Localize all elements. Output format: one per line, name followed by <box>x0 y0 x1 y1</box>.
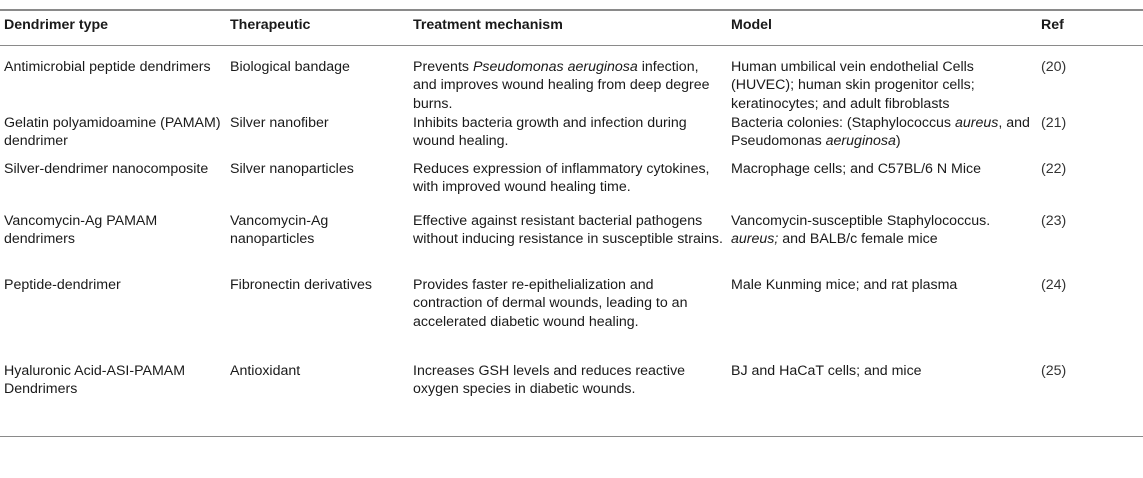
cell-therapeutic: Silver nanoparticles <box>230 160 354 177</box>
table-row <box>0 276 1143 362</box>
table-row <box>0 45 1143 114</box>
cell-therapeutic: Biological bandage <box>230 58 350 75</box>
mechanism-text: Prevents <box>413 58 473 75</box>
table-header <box>0 11 1143 46</box>
table-row <box>0 362 1143 437</box>
cell-model <box>727 212 1037 276</box>
cell-model: Male Kunming mice; and rat plasma <box>731 276 958 293</box>
cell-ref: (21) <box>1041 114 1067 131</box>
cell-type: Hyaluronic Acid-ASI-PAMAM Dendrimers <box>0 362 226 437</box>
cell-mechanism: Increases GSH levels and reduces reactive oxygen species in diabetic wounds. <box>409 362 727 437</box>
table-row <box>0 160 1143 212</box>
header-treatment-mechanism: Treatment mechanism <box>409 11 727 46</box>
model-italic-2: aeruginosa <box>825 133 896 149</box>
header-ref: Ref <box>1037 11 1143 46</box>
model-text: Vancomycin-susceptible Staphylococcus. <box>731 212 991 229</box>
model-text-end: ) <box>895 133 901 149</box>
table-body <box>0 45 1143 436</box>
cell-model <box>727 114 1037 160</box>
cell-type: Gelatin polyamidoamine (PAMAM) dendrimer <box>4 114 221 149</box>
cell-mechanism: Inhibits bacteria growth and infection during wound healing. <box>413 114 687 149</box>
cell-model: Macrophage cells; and C57BL/6 N Mice <box>731 160 981 177</box>
cell-mechanism: Provides faster re-epithelialization and contraction of dermal wounds, leading to an accelerated diabetic wound healing. <box>413 276 688 330</box>
header-dendrimer-type: Dendrimer type <box>0 11 226 46</box>
cell-ref: (23) <box>1041 212 1067 229</box>
model-italic: aureus <box>954 114 999 131</box>
cell-type: Vancomycin-Ag PAMAM dendrimers <box>4 212 158 247</box>
table-row <box>0 114 1143 160</box>
cell-mechanism: Effective against resistant bacterial pathogens without inducing resistance in susceptible strains. <box>413 212 723 247</box>
cell-ref: (24) <box>1041 276 1067 293</box>
dendrimer-table <box>0 10 1143 437</box>
model-text-mid: , and Pseudomonas <box>731 114 1030 149</box>
cell-mechanism: Reduces expression of inflammatory cytokines, with improved wound healing time. <box>413 160 710 195</box>
cell-therapeutic: Vancomycin-Ag nanoparticles <box>230 212 329 247</box>
cell-ref: (20) <box>1041 58 1067 75</box>
model-italic: aureus; <box>731 231 779 247</box>
mechanism-text-post: infection, and improves wound healing from deep degree burns. <box>413 58 710 112</box>
cell-model: BJ and HaCaT cells; and mice <box>727 362 1037 437</box>
cell-type: Silver-dendrimer nanocomposite <box>4 160 209 177</box>
mechanism-italic: Pseudomonas aeruginosa <box>472 58 638 75</box>
cell-type: Peptide-dendrimer <box>4 276 121 293</box>
table-row <box>0 212 1143 276</box>
cell-ref: (25) <box>1037 362 1143 437</box>
model-text: Bacteria colonies: (Staphylococcus <box>731 114 955 131</box>
cell-type: Antimicrobial peptide dendrimers <box>4 58 211 75</box>
header-therapeutic: Therapeutic <box>226 11 409 46</box>
cell-therapeutic: Silver nanofiber <box>230 114 329 131</box>
cell-model: Human umbilical vein endothelial Cells (HUVEC); human skin progenitor cells; keratinocytes; and adult fibroblasts <box>731 58 975 112</box>
cell-therapeutic: Antioxidant <box>226 362 409 437</box>
cell-therapeutic: Fibronectin derivatives <box>230 276 372 293</box>
cell-ref: (22) <box>1041 160 1067 177</box>
header-model: Model <box>727 11 1037 46</box>
cell-mechanism <box>409 45 727 114</box>
model-text-post: and BALB/c female mice <box>778 231 938 247</box>
